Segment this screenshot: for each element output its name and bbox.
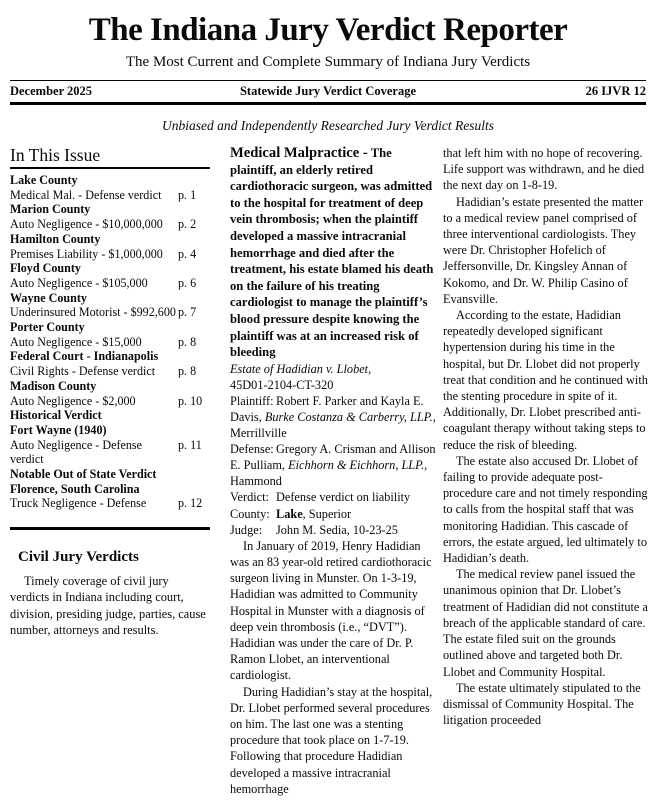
- toc-heading: In This Issue: [10, 145, 210, 169]
- right-column: [443, 145, 649, 797]
- detail-judge: [230, 522, 436, 538]
- masthead-title: The Indiana Jury Verdict Reporter: [88, 12, 568, 48]
- toc-item-case-row: [10, 496, 210, 511]
- toc-item-page: p. 6: [178, 275, 197, 290]
- headline-body: The plaintiff, an elderly retired cardiothoracic surgeon, was admitted to the hospital for treatment of deep vein thrombosis; when the plaintiff developed a massive intracranial hemorrhage and died after the treatment, his estate blamed his death on the failure of his treating cardiologist to manage the plaintiff’s blood pressure despite knowing the plaintiff was at an increased risk of bleeding: [230, 146, 434, 360]
- toc-item-county: Marion County: [10, 202, 91, 217]
- toc-item-case-row: [10, 247, 210, 262]
- toc-item-county-line2: Fort Wayne (1940): [10, 422, 107, 437]
- toc-bottom-rule: [10, 527, 210, 530]
- toc-item-page: p. 8: [178, 364, 197, 379]
- toc-item-county: Hamilton County: [10, 231, 101, 246]
- toc-item-page: p. 2: [178, 217, 197, 232]
- defense-names: Gregory A. Crisman and Allison E. Pulliam,: [230, 442, 436, 473]
- toc-item-case: Auto Negligence - $10,000,000: [10, 217, 163, 232]
- defense-city: , Hammond: [230, 458, 428, 489]
- detail-plaintiff: [230, 393, 436, 441]
- toc-item: [10, 173, 210, 202]
- detail-county: [230, 506, 436, 522]
- case-name: Estate of Hadidian v. Llobet,: [230, 361, 372, 376]
- detail-defense: [230, 441, 436, 489]
- toc-item-page: p. 12: [178, 496, 203, 511]
- defense-label: Defense:: [230, 442, 274, 457]
- article-paragraph: Hadidian’s estate presented the matter to a medical review panel comprised of three interventional cardiologists. They were Dr. Christopher Hofelich of Jeffersonville, Dr. Kingsley Annan of Kokomo, and Dr. W. Philip Casino of Evansville.: [443, 194, 644, 306]
- toc-item-county: Porter County: [10, 320, 85, 335]
- masthead-rule-thick: [10, 102, 646, 105]
- toc-item-county: Historical Verdict: [10, 408, 102, 423]
- toc-item-page: p. 8: [178, 334, 197, 349]
- article-paragraph: During Hadidian’s stay at the hospital, Dr. Llobet performed several procedures on him. The last one was a stenting procedure that took place on 1-7-19. Following that procedure Hadidian developed a massive intracranial hemorrhage: [230, 684, 433, 796]
- toc-item-page: p. 1: [178, 187, 197, 202]
- toc-item-case-row: [10, 217, 210, 232]
- middle-column: [230, 145, 436, 797]
- toc-item-county: Federal Court - Indianapolis: [10, 349, 159, 364]
- toc-item-case-row: [10, 438, 210, 467]
- toc-item-case: Auto Negligence - $15,000: [10, 334, 142, 349]
- masthead-subtitle: The Most Current and Complete Summary of Indiana Jury Verdicts: [125, 54, 531, 70]
- left-column: [10, 145, 210, 797]
- county-court: , Superior: [302, 506, 352, 521]
- toc-list: [10, 173, 210, 511]
- verdict-label: Verdict:: [230, 490, 269, 505]
- tagline: Unbiased and Independently Researched Jury Verdict Results: [162, 118, 494, 133]
- verdict-value: Defense verdict on liability: [276, 490, 411, 505]
- coverage-label: Statewide Jury Verdict Coverage: [239, 84, 416, 98]
- toc-item: [10, 261, 210, 290]
- case-number: 45D01-2104-CT-320: [230, 377, 334, 392]
- county-name: Lake: [276, 506, 303, 521]
- article-paragraph: In January of 2019, Henry Hadidian was an 83 year-old retired cardiothoracic surgeon living in Munster. On 1-3-19, Hadidian was admitted to Community Hospital in Munster with a diagnosis of deep vein thrombosis (i.e., “DVT”). Hadidian was under the care of Dr. P. Ramon Llobet, an interventional cardiologist.: [230, 538, 432, 683]
- judge-value: John M. Sedia, 10-23-25: [276, 522, 398, 537]
- columns: [10, 145, 646, 797]
- article-paragraph: According to the estate, Hadidian repeatedly developed significant hypertension during his time in the hospital, but Dr. Llobet did not properly treat that condition and he continued with the stenting procedure in spite of it. Additionally, Dr. Llobet prescribed anti-coagulant therapy without taking steps to reduce the risk of bleeding.: [443, 308, 648, 452]
- toc-item: [10, 467, 210, 511]
- toc-item-page: p. 7: [178, 305, 197, 320]
- toc-item-county: Notable Out of State Verdict: [10, 467, 157, 482]
- plaintiff-firm: Burke Costanza & Carberry, LLP.: [264, 410, 433, 424]
- judge-label: Judge:: [230, 522, 263, 537]
- toc-item-case-row: [10, 364, 210, 379]
- detail-verdict: [230, 489, 436, 505]
- volume-number: 26 IJVR 12: [585, 84, 646, 98]
- toc-item-county-line2: Florence, South Carolina: [10, 481, 140, 496]
- article-paragraph: The estate ultimately stipulated to the dismissal of Community Hospital. The litigation proceeded: [443, 680, 641, 728]
- toc-item-county: Madison County: [10, 378, 97, 393]
- about-body: Timely coverage of civil jury verdicts in Indiana including court, division, presiding judge, parties, cause number, attorneys and results.: [10, 574, 206, 637]
- toc-item: [10, 202, 210, 231]
- toc-item-case: Underinsured Motorist - $992,600: [10, 305, 176, 320]
- toc-item-case: Auto Negligence - $2,000: [10, 393, 136, 408]
- toc-item-county: Floyd County: [10, 261, 81, 276]
- headline-lead: Medical Malpractice -: [230, 145, 368, 161]
- toc-item-case: Premises Liability - $1,000,000: [10, 246, 163, 261]
- toc-item-case-row: [10, 188, 210, 203]
- plaintiff-names: Robert F. Parker and Kayla E. Davis,: [230, 393, 424, 424]
- toc-item: [10, 349, 210, 378]
- toc-item-page: p. 11: [178, 437, 202, 452]
- toc-item-page: p. 10: [178, 393, 203, 408]
- toc-item-case-row: [10, 276, 210, 291]
- toc-item-case: Medical Mal. - Defense verdict: [10, 187, 162, 202]
- defense-firm: Eichhorn & Eichhorn, LLP.: [288, 458, 425, 473]
- plaintiff-city: , Merrillville: [230, 410, 436, 441]
- toc-item-case: Auto Negligence - Defense verdict: [10, 437, 142, 467]
- dateline: [10, 81, 646, 102]
- plaintiff-label: Plaintiff:: [230, 393, 274, 408]
- toc-item-case-row: [10, 394, 210, 409]
- toc-item-case: Civil Rights - Defense verdict: [10, 364, 156, 379]
- issue-date: December 2025: [10, 84, 93, 98]
- toc-item-case: Truck Negligence - Defense: [10, 496, 147, 511]
- toc-item-case: Auto Negligence - $105,000: [10, 275, 148, 290]
- toc-item-county: Lake County: [10, 173, 78, 187]
- toc-item: [10, 320, 210, 349]
- article-paragraph: that left him with no hope of recovering. Life support was withdrawn, and he died the next day on 1-8-19.: [443, 146, 645, 193]
- article-paragraph: The medical review panel issued the unanimous opinion that Dr. Llobet’s treatment of Hadidian did not constitute a breach of the applicable standard of care. The estate filed suit on the grounds outlined above and targeted both Dr. Llobet and Community Hospital.: [443, 567, 648, 679]
- about-heading: Civil Jury Verdicts: [18, 549, 139, 566]
- toc-item-case-row: [10, 335, 210, 350]
- article-paragraph: The estate also accused Dr. Llobet of failing to provide adequate post-procedure care and not timely responding to calls from the hospital staff that was monitoring Hadidian. This cascade of errors, the estate argued, led ultimately to Hadidian’s death.: [443, 453, 648, 566]
- toc-item: [10, 379, 210, 408]
- toc-item-case-row: [10, 305, 210, 320]
- toc-item: [10, 291, 210, 320]
- toc-item-page: p. 4: [178, 246, 197, 261]
- toc-item: [10, 232, 210, 261]
- article-headline: [230, 145, 436, 361]
- toc-item: [10, 408, 210, 467]
- toc-item-county: Wayne County: [10, 290, 87, 305]
- county-label: County:: [230, 506, 270, 521]
